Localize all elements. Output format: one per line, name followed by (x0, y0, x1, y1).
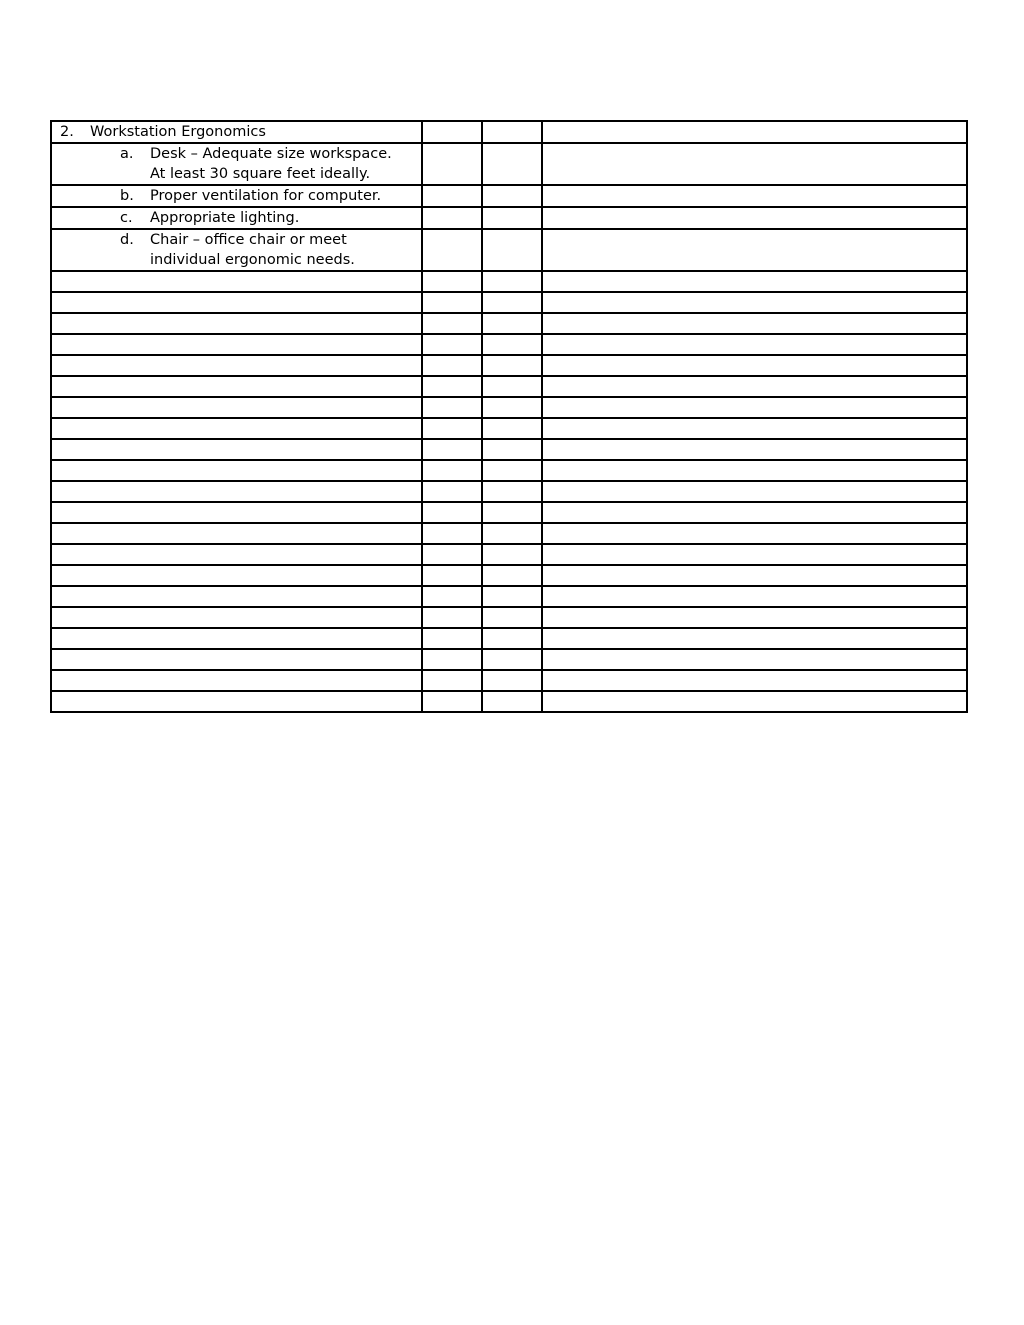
comment-cell[interactable] (542, 229, 967, 271)
check-cell[interactable] (422, 143, 482, 185)
check-cell[interactable] (482, 397, 542, 418)
item-cell[interactable] (51, 565, 422, 586)
item-cell (51, 143, 422, 185)
item-letter: b. (120, 188, 134, 204)
check-cell[interactable] (422, 649, 482, 670)
item-cell[interactable] (51, 334, 422, 355)
item-cell[interactable] (51, 628, 422, 649)
item-cell[interactable] (51, 355, 422, 376)
check-cell[interactable] (482, 523, 542, 544)
check-cell[interactable] (422, 185, 482, 207)
item-letter: c. (120, 210, 133, 226)
item-cell[interactable] (51, 460, 422, 481)
comment-cell[interactable] (542, 691, 967, 712)
item-cell[interactable] (51, 481, 422, 502)
comment-cell[interactable] (542, 607, 967, 628)
checklist-item-lighting (51, 207, 967, 229)
item-cell (51, 185, 422, 207)
item-text-line: individual ergonomic needs. (150, 252, 355, 268)
comment-cell[interactable] (542, 292, 967, 313)
checklist-table (50, 120, 968, 713)
blank-row (51, 544, 967, 565)
check-cell[interactable] (422, 670, 482, 691)
checklist-item-desk (51, 143, 967, 185)
item-cell[interactable] (51, 544, 422, 565)
comment-cell[interactable] (542, 502, 967, 523)
item-cell[interactable] (51, 292, 422, 313)
check-cell[interactable] (482, 313, 542, 334)
check-cell[interactable] (482, 334, 542, 355)
item-cell[interactable] (51, 607, 422, 628)
item-cell[interactable] (51, 418, 422, 439)
check-cell[interactable] (482, 502, 542, 523)
check-cell[interactable] (482, 586, 542, 607)
blank-row (51, 397, 967, 418)
blank-row (51, 271, 967, 292)
item-cell[interactable] (51, 523, 422, 544)
check-cell[interactable] (422, 397, 482, 418)
check-cell[interactable] (482, 207, 542, 229)
section-heading (51, 121, 422, 143)
check-cell[interactable] (482, 418, 542, 439)
blank-row (51, 628, 967, 649)
check-cell[interactable] (422, 523, 482, 544)
check-cell[interactable] (422, 376, 482, 397)
comment-cell[interactable] (542, 121, 967, 143)
check-cell[interactable] (422, 418, 482, 439)
check-cell[interactable] (482, 229, 542, 271)
check-cell[interactable] (482, 628, 542, 649)
check-cell[interactable] (482, 292, 542, 313)
comment-cell[interactable] (542, 628, 967, 649)
item-letter: a. (120, 146, 134, 162)
comment-cell[interactable] (542, 207, 967, 229)
blank-row (51, 355, 967, 376)
blank-row (51, 691, 967, 712)
blank-row (51, 376, 967, 397)
comment-cell[interactable] (542, 313, 967, 334)
checklist-item-chair (51, 229, 967, 271)
check-cell[interactable] (422, 628, 482, 649)
item-cell[interactable] (51, 649, 422, 670)
blank-row (51, 565, 967, 586)
check-cell[interactable] (422, 121, 482, 143)
blank-row (51, 502, 967, 523)
comment-cell[interactable] (542, 334, 967, 355)
item-cell[interactable] (51, 586, 422, 607)
item-cell[interactable] (51, 439, 422, 460)
check-cell[interactable] (422, 207, 482, 229)
check-cell[interactable] (482, 670, 542, 691)
blank-row (51, 418, 967, 439)
comment-cell[interactable] (542, 397, 967, 418)
item-cell[interactable] (51, 376, 422, 397)
check-cell[interactable] (422, 586, 482, 607)
check-cell[interactable] (482, 376, 542, 397)
checklist-item-ventilation (51, 185, 967, 207)
check-cell[interactable] (482, 544, 542, 565)
comment-cell[interactable] (542, 355, 967, 376)
item-cell[interactable] (51, 313, 422, 334)
check-cell[interactable] (422, 313, 482, 334)
check-cell[interactable] (422, 607, 482, 628)
comment-cell[interactable] (542, 271, 967, 292)
check-cell[interactable] (422, 565, 482, 586)
blank-row (51, 334, 967, 355)
check-cell[interactable] (422, 439, 482, 460)
comment-cell[interactable] (542, 418, 967, 439)
item-cell[interactable] (51, 691, 422, 712)
section-number: 2. (60, 124, 74, 140)
check-cell[interactable] (482, 439, 542, 460)
check-cell[interactable] (482, 649, 542, 670)
section-title: Workstation Ergonomics (90, 124, 266, 140)
check-cell[interactable] (482, 460, 542, 481)
item-cell (51, 229, 422, 271)
check-cell[interactable] (422, 334, 482, 355)
check-cell[interactable] (422, 691, 482, 712)
comment-cell[interactable] (542, 481, 967, 502)
comment-cell[interactable] (542, 143, 967, 185)
comment-cell[interactable] (542, 565, 967, 586)
comment-cell[interactable] (542, 376, 967, 397)
comment-cell[interactable] (542, 649, 967, 670)
blank-row (51, 439, 967, 460)
blank-row (51, 460, 967, 481)
item-cell (51, 207, 422, 229)
check-cell[interactable] (422, 481, 482, 502)
comment-cell[interactable] (542, 460, 967, 481)
item-text-line: At least 30 square feet ideally. (150, 166, 371, 182)
check-cell[interactable] (482, 143, 542, 185)
item-text-line: Desk – Adequate size workspace. (150, 146, 392, 162)
item-cell[interactable] (51, 670, 422, 691)
item-letter: d. (120, 232, 134, 248)
check-cell[interactable] (422, 271, 482, 292)
comment-cell[interactable] (542, 185, 967, 207)
blank-row (51, 313, 967, 334)
item-cell[interactable] (51, 271, 422, 292)
check-cell[interactable] (422, 460, 482, 481)
blank-row (51, 292, 967, 313)
blank-row (51, 523, 967, 544)
comment-cell[interactable] (542, 670, 967, 691)
check-cell[interactable] (482, 481, 542, 502)
comment-cell[interactable] (542, 544, 967, 565)
check-cell[interactable] (422, 229, 482, 271)
check-cell[interactable] (482, 271, 542, 292)
item-cell[interactable] (51, 502, 422, 523)
check-cell[interactable] (422, 544, 482, 565)
section-header-row (51, 121, 967, 143)
blank-row (51, 607, 967, 628)
item-text-line: Appropriate lighting. (150, 210, 300, 226)
comment-cell[interactable] (542, 439, 967, 460)
blank-row (51, 649, 967, 670)
item-text-line: Chair – office chair or meet (150, 232, 347, 248)
check-cell[interactable] (422, 292, 482, 313)
blank-row (51, 481, 967, 502)
check-cell[interactable] (422, 355, 482, 376)
comment-cell[interactable] (542, 586, 967, 607)
check-cell[interactable] (482, 185, 542, 207)
comment-cell[interactable] (542, 523, 967, 544)
item-text-line: Proper ventilation for computer. (150, 188, 382, 204)
check-cell[interactable] (482, 355, 542, 376)
check-cell[interactable] (482, 691, 542, 712)
check-cell[interactable] (482, 607, 542, 628)
check-cell[interactable] (482, 565, 542, 586)
check-cell[interactable] (482, 121, 542, 143)
item-cell[interactable] (51, 397, 422, 418)
blank-row (51, 586, 967, 607)
check-cell[interactable] (422, 502, 482, 523)
blank-row (51, 670, 967, 691)
